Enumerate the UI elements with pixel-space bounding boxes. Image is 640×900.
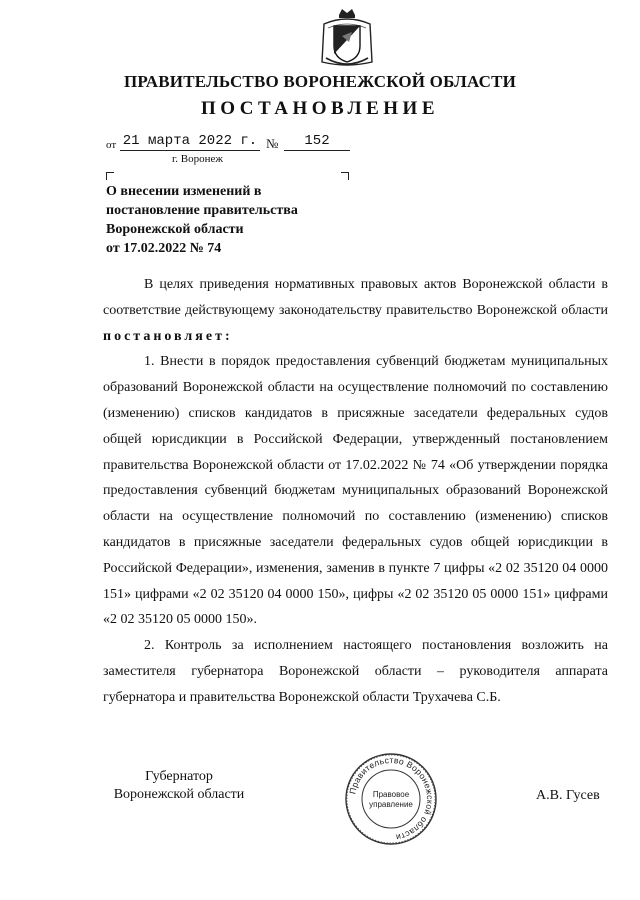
subject-line: Воронежской области bbox=[106, 222, 244, 237]
resolves-keyword: постановляет: bbox=[103, 328, 233, 344]
document-subject bbox=[106, 182, 356, 258]
stamp-center-line: управление bbox=[369, 800, 413, 809]
document-type: ПОСТАНОВЛЕНИЕ bbox=[200, 98, 440, 119]
clause-1: 1. Внести в порядок предоставления субвенций бюджетам муниципальных образований Воронежской области на осуществление полномочий по составлению (изменению) списков кандидатов в присяжные заседатели федеральных судов общей юрисдикции в Российской Федерации, утвержденный постановлением правительства Воронежской области от 17.02.2022 № 74 «Об утверждении порядка предоставления субвенций бюджетам муниципальных образований Воронежской области на осуществление полномочий по составлению (изменению) списков кандидатов в присяжные заседатели федеральных судов общей юрисдикции в Российской Федерации», изменения, заменив в пункте 7 цифры «2 02 35120 04 0000 151» цифрами «2 02 35120 04 0000 150», цифры «2 02 35120 05 0000 151» цифрами «2 02 35120 05 0000 150». bbox=[103, 354, 608, 628]
signatory-title-line: Воронежской области bbox=[113, 787, 245, 802]
subject-corner-left bbox=[106, 172, 114, 180]
clause-2: 2. Контроль за исполнением настоящего постановления возложить на заместителя губернатора Воронежской области – руководителя аппарата губернатора и правительства Воронежской области Трухачева С.Б. bbox=[103, 638, 608, 705]
signatory-title-line: Губернатор bbox=[145, 769, 213, 784]
document-body bbox=[103, 272, 608, 711]
subject-line: постановление правительства bbox=[106, 203, 298, 218]
document-number: 152 bbox=[284, 133, 350, 151]
organization-title: ПРАВИТЕЛЬСТВО ВОРОНЕЖСКОЙ ОБЛАСТИ bbox=[123, 72, 517, 91]
stamp-ring-text: Правительство Воронежской области bbox=[347, 754, 436, 843]
stamp-center-line: Правовое bbox=[372, 790, 410, 799]
number-prefix: № bbox=[266, 136, 279, 151]
signatory-title bbox=[104, 768, 254, 804]
date-prefix: от bbox=[106, 139, 117, 151]
subject-corner-right bbox=[341, 172, 349, 180]
preamble-text: В целях приведения нормативных правовых актов Воронежской области в соответствие действующему законодательству правительство Воронежской области bbox=[103, 277, 608, 318]
document-date: 21 марта 2022 г. bbox=[120, 133, 260, 151]
official-stamp bbox=[344, 752, 438, 846]
coat-of-arms-icon bbox=[318, 6, 376, 72]
city-label: г. Воронеж bbox=[172, 153, 223, 165]
subject-line: от 17.02.2022 № 74 bbox=[106, 241, 222, 256]
preamble-paragraph bbox=[103, 272, 608, 349]
subject-line: О внесении изменений в bbox=[106, 184, 262, 199]
signatory-name: А.В. Гусев bbox=[536, 788, 600, 803]
